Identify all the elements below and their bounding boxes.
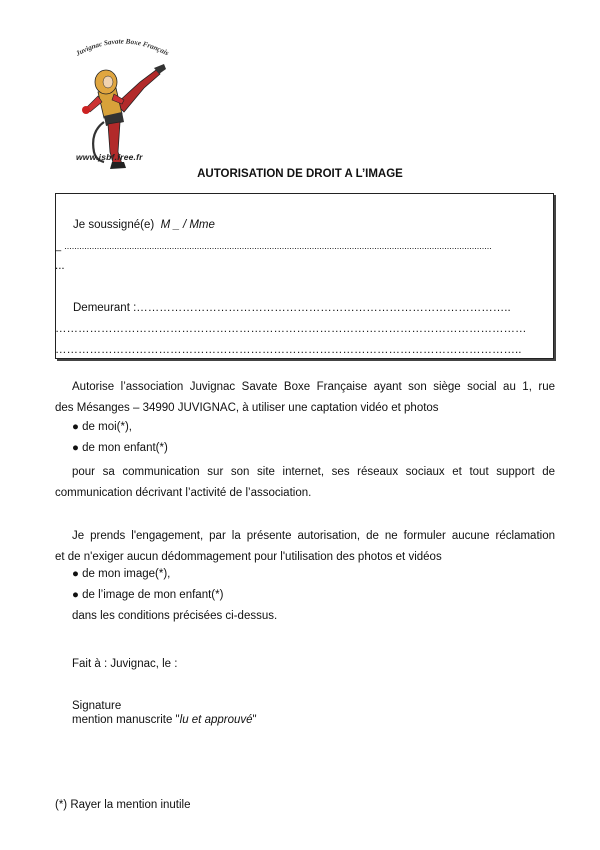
para1-line1: Autorise l’association Juvignac Savate Boxe Française ayant son siège social au 1, rue [72,381,555,393]
para1-line2: des Mésanges – 34990 JUVIGNAC, à utiliser une captation vidéo et photos [55,402,439,414]
mention-prefix: mention manuscrite " [72,714,180,726]
mention-manuscrite [72,714,257,726]
name-row [73,219,215,231]
para2-line2: et de n'exiger aucun dédommagement pour l'utilisation des photos et vidéos [55,551,442,563]
svg-text:Juvignac Savate Boxe Française: Juvignac Savate Boxe Français [74,37,171,58]
club-logo [68,30,173,170]
para2-line1: Je prends l'engagement, par la présente autorisation, de ne formuler aucune réclamation [72,530,555,542]
bullet-moi: ● de moi(*), [72,421,132,433]
name-label: Je soussigné(e) [73,219,155,231]
bullet-enfant: ● de mon enfant(*) [72,442,168,454]
name-options: M _ / Mme [160,219,215,231]
name-line-tail: ... [55,260,65,272]
logo-url: www.jsbf.free.fr [76,152,143,162]
name-line-prefix: _ [55,240,62,252]
mention-italic: lu et approuvé [179,714,253,726]
document-title: AUTORISATION DE DROIT A L’IMAGE [197,168,403,180]
name-line[interactable] [55,240,548,252]
name-line-dots: ........................................................................................................................................................................... [64,241,492,251]
mention-suffix: " [252,714,257,726]
fait-a: Fait à : Juvignac, le : [72,658,178,670]
paragraph-1b [55,462,555,504]
conditions-text: dans les conditions précisées ci-dessus. [72,610,278,622]
signature-label: Signature [72,700,122,712]
address-label: Demeurant : [73,302,137,314]
para1b-line2: communication décrivant l’activité de l’association. [55,487,312,499]
bullet-image: ● de mon image(*), [72,568,171,580]
address-row[interactable] [73,302,543,314]
address-line-3[interactable]: ………………………………………………………………………………………………………….. [55,344,522,356]
address-line-2[interactable]: …………………………………………………………………………………………………………… [55,323,527,335]
bullet-image-enfant: ● de l’image de mon enfant(*) [72,589,224,601]
paragraph-2 [55,526,555,568]
address-dots: …………………………………………………………………………………….. [136,302,511,314]
footnote: (*) Rayer la mention inutile [55,799,191,811]
paragraph-1 [55,377,555,419]
para1b-line1: pour sa communication sur son site internet, ses réseaux sociaux et tout support de [72,466,555,478]
